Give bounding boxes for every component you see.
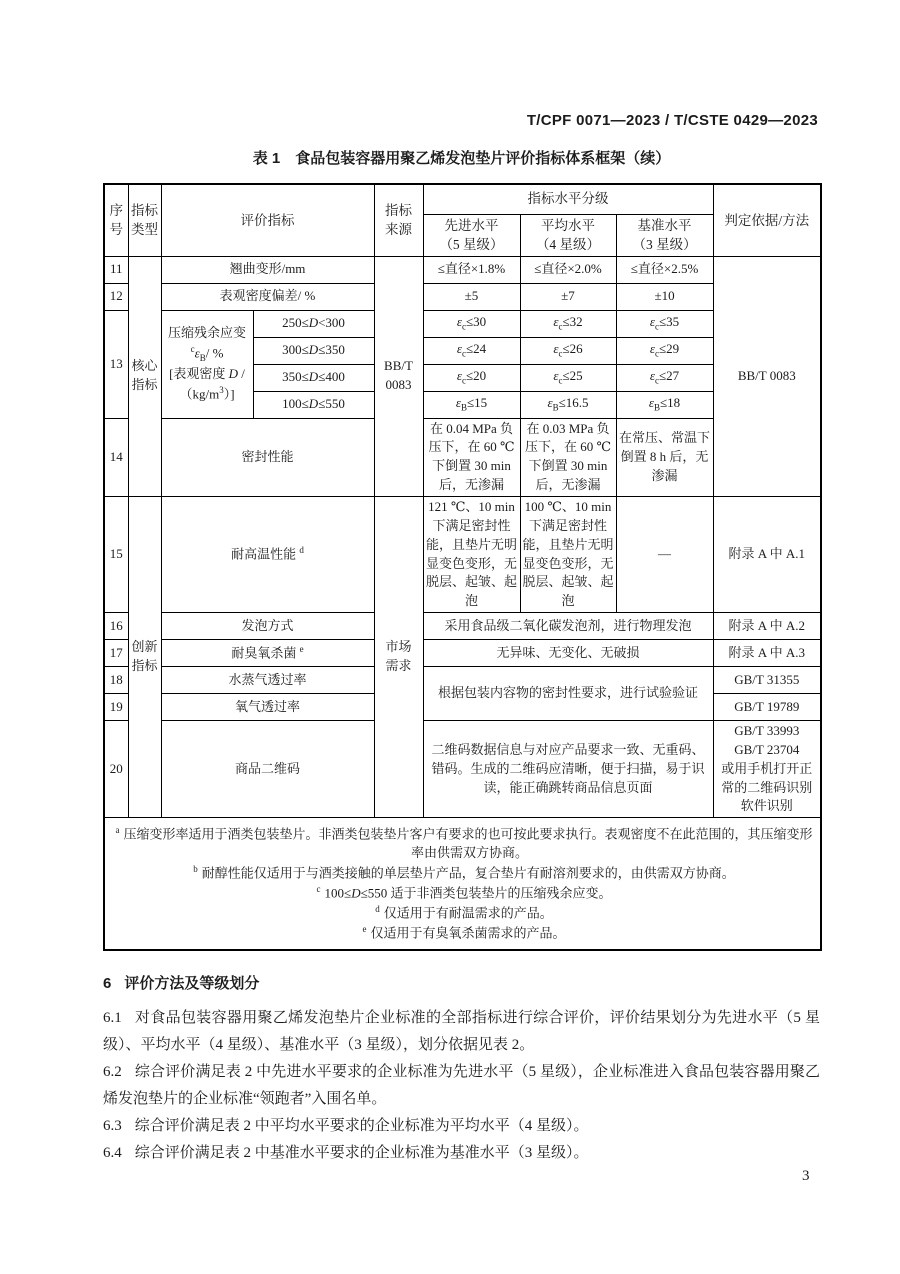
footnote-text: 仅适用于有耐温需求的产品。 xyxy=(383,905,553,921)
table-footnotes xyxy=(104,818,821,950)
cell-type-core: 核心 指标 xyxy=(128,256,161,496)
cell-level-basic: $\varepsilon_c\le 27$ xyxy=(616,364,713,391)
cell-basis: GB/T 31355 xyxy=(713,667,821,694)
cell-basis: 附录 A 中 A.1 xyxy=(713,497,821,613)
footnote xyxy=(107,883,818,903)
cell-level-basic: $\varepsilon_c\le 29$ xyxy=(616,337,713,364)
footnote-mark: d xyxy=(375,904,380,915)
cell-density-range: 350≤D≤400 xyxy=(253,364,374,391)
cell-source-market: 市场 需求 xyxy=(374,497,423,818)
th-level-basic: 基准水平 （3 星级） xyxy=(616,214,713,256)
cell-level-advanced: ≤直径×1.8% xyxy=(423,256,520,283)
footnote-text: 仅适用于有臭氧杀菌需求的产品。 xyxy=(370,925,566,941)
th-indicator-source: 指标 来源 xyxy=(374,184,423,256)
cell-level-basic: ±10 xyxy=(616,283,713,310)
section-heading-text: 评价方法及等级划分 xyxy=(124,974,260,992)
cell-indicator-name: 密封性能 xyxy=(161,418,374,496)
clauses xyxy=(103,1005,820,1167)
cell-level-advanced: 121 ℃、10 min 下满足密封性能，且垫片无明显变色变形，无脱层、起皱、起泡 xyxy=(423,497,520,613)
table-row xyxy=(104,256,821,283)
cell-level-average: $\varepsilon_B\le 16.5$ xyxy=(520,391,616,418)
clause-6-1 xyxy=(103,1005,820,1059)
cell-serial: 12 xyxy=(104,283,128,310)
table-row xyxy=(104,667,821,694)
cell-indicator-name: 发泡方式 xyxy=(161,613,374,640)
footnote-text: 耐醇性能仅适用于与酒类接触的单层垫片产品，复合垫片有耐溶剂要求的，由供需双方协商。 xyxy=(201,865,735,881)
cell-level-basic: $\varepsilon_B\le 18$ xyxy=(616,391,713,418)
clause-text: 对食品包装容器用聚乙烯发泡垫片企业标准的全部指标进行综合评价，评价结果划分为先进水平（5 星级）、平均水平（4 星级）、基准水平（3 星级），划分依据见表 2。 xyxy=(103,1009,820,1053)
cell-level-advanced: 在 0.04 MPa 负压下，在 60 ℃下倒置 30 min 后，无渗漏 xyxy=(423,418,520,496)
cell-serial: 16 xyxy=(104,613,128,640)
cell-indicator-name: 水蒸气透过率 xyxy=(161,667,374,694)
clause-6-3 xyxy=(103,1113,820,1140)
table-title: 表 1 食品包装容器用聚乙烯发泡垫片评价指标体系框架（续） xyxy=(252,150,671,167)
footnote xyxy=(107,863,818,883)
cell-indicator-name: 耐臭氧杀菌 $^e$ xyxy=(161,640,374,667)
cell-serial: 11 xyxy=(104,256,128,283)
th-level-grading: 指标水平分级 xyxy=(423,184,713,214)
cell-level-average: ±7 xyxy=(520,283,616,310)
page-number: 3 xyxy=(802,1168,810,1184)
clause-text: 综合评价满足表 2 中基准水平要求的企业标准为基准水平（3 星级）。 xyxy=(134,1144,589,1161)
page-content xyxy=(103,147,820,1167)
cell-level-basic: $\varepsilon_c\le 35$ xyxy=(616,310,713,337)
footnote xyxy=(107,923,818,943)
th-serial: 序 号 xyxy=(104,184,128,256)
cell-levels-merged: 无异味、无变化、无破损 xyxy=(423,640,713,667)
cell-density-range: 250≤D<300 xyxy=(253,310,374,337)
cell-source-bbt: BB/T 0083 xyxy=(374,256,423,496)
doc-number: T/CPF 0071—2023 / T/CSTE 0429—2023 xyxy=(526,112,818,129)
cell-level-average: $\varepsilon_c\le 26$ xyxy=(520,337,616,364)
footnote-mark: e xyxy=(362,924,367,935)
cell-indicator-name: 耐高温性能 $^d$ xyxy=(161,497,374,613)
cell-basis: 附录 A 中 A.3 xyxy=(713,640,821,667)
cell-levels-merged: 根据包装内容物的密封性要求，进行试验验证 xyxy=(423,667,713,721)
footnote-text: 压缩变形率适用于酒类包装垫片。非酒类包装垫片客户有要求的也可按此要求执行。表观密度不在此范围的，其压缩变形率由供需双方协商。 xyxy=(123,826,813,860)
cell-level-average: ≤直径×2.0% xyxy=(520,256,616,283)
cell-indicator-name: 压缩残余应变 $^c\varepsilon_B/$ % [表观密度 D / $(kg/m^3)$] xyxy=(161,310,253,418)
footnote xyxy=(107,903,818,923)
clause-text: 综合评价满足表 2 中先进水平要求的企业标准为先进水平（5 星级），企业标准进入食品包装容器用聚乙烯发泡垫片的企业标准“领跑者”入围名单。 xyxy=(103,1063,820,1107)
cell-level-advanced: $\varepsilon_c\le 20$ xyxy=(423,364,520,391)
cell-density-range: 100≤D≤550 xyxy=(253,391,374,418)
cell-type-innovation: 创新 指标 xyxy=(128,497,161,818)
cell-basis: GB/T 33993 GB/T 23704 或用手机打开正常的二维码识别软件识别 xyxy=(713,721,821,818)
cell-level-basic: ≤直径×2.5% xyxy=(616,256,713,283)
cell-density-range: 300≤D≤350 xyxy=(253,337,374,364)
clause-number: 6.1 xyxy=(103,1009,122,1026)
cell-level-basic: — xyxy=(616,497,713,613)
cell-level-average: 在 0.03 MPa 负压下，在 60 ℃下倒置 30 min 后，无渗漏 xyxy=(520,418,616,496)
footnote-text: 100≤D≤550 适于非酒类包装垫片的压缩残余应变。 xyxy=(324,885,612,901)
cell-basis: GB/T 19789 xyxy=(713,694,821,721)
cell-serial: 18 xyxy=(104,667,128,694)
th-level-average: 平均水平 （4 星级） xyxy=(520,214,616,256)
cell-serial: 19 xyxy=(104,694,128,721)
clause-number: 6.3 xyxy=(103,1117,122,1134)
footnote-mark: b xyxy=(193,863,198,874)
cell-serial: 17 xyxy=(104,640,128,667)
cell-indicator-name: 翘曲变形/mm xyxy=(161,256,374,283)
cell-basis-bbt: BB/T 0083 xyxy=(713,256,821,496)
clause-6-4 xyxy=(103,1140,820,1167)
cell-basis: 附录 A 中 A.2 xyxy=(713,613,821,640)
section-number: 6 xyxy=(103,974,112,992)
footnote xyxy=(107,824,818,863)
th-evaluation-indicator: 评价指标 xyxy=(161,184,374,256)
cell-serial: 13 xyxy=(104,310,128,418)
cell-level-advanced: ±5 xyxy=(423,283,520,310)
cell-level-advanced: $\varepsilon_c\le 30$ xyxy=(423,310,520,337)
clause-number: 6.4 xyxy=(103,1144,122,1161)
clause-number: 6.2 xyxy=(103,1063,122,1080)
cell-indicator-name: 氧气透过率 xyxy=(161,694,374,721)
cell-level-average: $\varepsilon_c\le 25$ xyxy=(520,364,616,391)
footnote-mark: a xyxy=(115,824,120,835)
th-judgment-basis: 判定依据/方法 xyxy=(713,184,821,256)
cell-serial: 20 xyxy=(104,721,128,818)
footnote-mark: c xyxy=(316,883,321,894)
cell-level-advanced: $\varepsilon_c\le 24$ xyxy=(423,337,520,364)
cell-level-average: $\varepsilon_c\le 32$ xyxy=(520,310,616,337)
indicator-table xyxy=(103,183,822,951)
th-level-advanced: 先进水平 （5 星级） xyxy=(423,214,520,256)
section-heading xyxy=(103,972,820,993)
cell-serial: 14 xyxy=(104,418,128,496)
clause-6-2 xyxy=(103,1059,820,1113)
table-row xyxy=(104,497,821,613)
table-header-row-1 xyxy=(104,184,821,214)
cell-serial: 15 xyxy=(104,497,128,613)
cell-level-advanced: $\varepsilon_B\le 15$ xyxy=(423,391,520,418)
cell-levels-merged: 采用食品级二氧化碳发泡剂，进行物理发泡 xyxy=(423,613,713,640)
table-footnotes-row xyxy=(104,818,821,950)
cell-indicator-name: 表观密度偏差/ % xyxy=(161,283,374,310)
table-row xyxy=(104,721,821,818)
table-row xyxy=(104,640,821,667)
cell-indicator-name: 商品二维码 xyxy=(161,721,374,818)
cell-level-average: 100 ℃、10 min 下满足密封性能，且垫片无明显变色变形，无脱层、起皱、起泡 xyxy=(520,497,616,613)
cell-level-basic: 在常压、常温下倒置 8 h 后，无渗漏 xyxy=(616,418,713,496)
table-row xyxy=(104,613,821,640)
th-indicator-type: 指标 类型 xyxy=(128,184,161,256)
cell-levels-merged: 二维码数据信息与对应产品要求一致、无重码、错码。生成的二维码应清晰，便于扫描，易于识读，能正确跳转商品信息页面 xyxy=(423,721,713,818)
clause-text: 综合评价满足表 2 中平均水平要求的企业标准为平均水平（4 星级）。 xyxy=(134,1117,589,1134)
section-6 xyxy=(103,972,820,1167)
